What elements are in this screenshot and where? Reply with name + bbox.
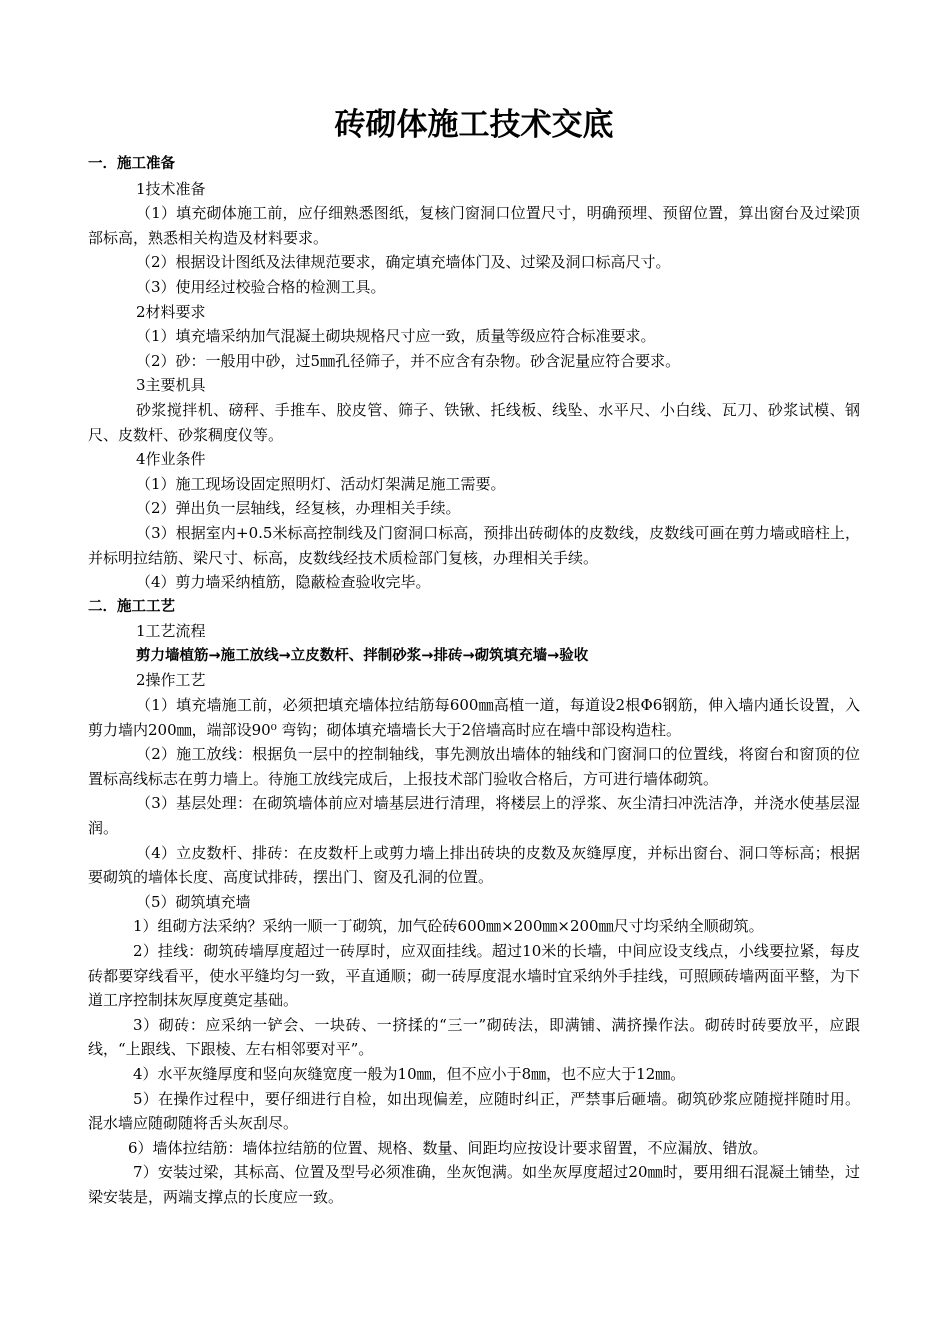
paragraph: （2）施工放线：根据负一层中的控制轴线，事先测放出墙体的轴线和门窗洞口的位置线，将窗台和窗顶的位置标高线标志在剪力墙上。待施工放线完成后，上报技术部门验收合格后，方可进行墙体砌筑。 — [88, 745, 860, 788]
paragraph: 砂浆搅拌机、磅秤、手推车、胶皮管、筛子、铁锹、托线板、线坠、水平尺、小白线、瓦刀、砂浆试模、钢尺、皮数杆、砂浆稠度仪等。 — [88, 400, 860, 444]
paragraph: （1）填充砌体施工前，应仔细熟悉图纸，复核门窗洞口位置尺寸，明确预埋、预留位置，算出窗台及过梁顶部标高，熟悉相关构造及材料要求。 — [88, 204, 860, 247]
process-flow: 剪力墙植筋→施工放线→立皮数杆、拌制砂浆→排砖→砌筑填充墙→验收 — [136, 647, 589, 664]
paragraph: （5）砌筑填充墙 — [136, 892, 251, 911]
paragraph: （2）根据设计图纸及法律规范要求，确定填充墙体门及、过梁及洞口标高尺寸。 — [136, 253, 671, 272]
subsection-heading: 3主要机具 — [136, 376, 206, 395]
paragraph: 4）水平灰缝厚度和竖向灰缝宽度一般为10㎜，但不应小于8㎜，也不应大于12㎜。 — [133, 1064, 686, 1083]
paragraph: 1）组砌方法采纳？采纳一顺一丁砌筑，加气砼砖600㎜×200㎜×200㎜尺寸均采纳全顺砌筑。 — [133, 917, 764, 936]
paragraph: （4）剪力墙采纳植筋，隐蔽检查验收完毕。 — [136, 573, 431, 592]
subsection-heading: 1技术准备 — [136, 179, 206, 198]
paragraph: （2）砂：一般用中砂，过5㎜孔径筛子，并不应含有杂物。砂含泥量应符合要求。 — [136, 351, 681, 370]
document-page — [88, 100, 860, 1210]
subsection-heading: 1工艺流程 — [136, 622, 206, 641]
section-heading: 一．施工准备 — [88, 156, 175, 172]
subsection-heading: 2操作工艺 — [136, 671, 206, 690]
paragraph: 2）挂线：砌筑砖墙厚度超过一砖厚时，应双面挂线。超过10米的长墙，中间应设支线点，小线要拉紧，每皮砖都要穿线看平，使水平缝均匀一致，平直通顺；砌一砖厚度混水墙时宜采纳外手挂线，可照顾砖墙两面平整，为下道工序控制抹灰厚度奠定基础。 — [88, 942, 860, 1010]
paragraph: （1）施工现场设固定照明灯、活动灯架满足施工需要。 — [136, 474, 506, 493]
paragraph: （4）立皮数杆、排砖：在皮数杆上或剪力墙上排出砖块的皮数及灰缝厚度，并标出窗台、洞口等标高；根据要砌筑的墙体长度、高度试排砖，摆出门、窗及孔洞的位置。 — [88, 843, 860, 887]
document-body — [88, 152, 860, 1210]
paragraph: 3）砌砖：应采纳一铲会、一块砖、一挤揉的“三一”砌砖法，即满铺、满挤操作法。砌砖时砖要放平，应跟线，“上跟线、下跟棱、左右相邻要对平”。 — [88, 1015, 860, 1059]
paragraph: 7）安装过梁，其标高、位置及型号必须准确，坐灰饱满。如坐灰厚度超过20㎜时，要用细石混凝土铺垫，过梁安装是，两端支撑点的长度应一致。 — [88, 1163, 860, 1206]
paragraph: 5）在操作过程中，要仔细进行自检，如出现偏差，应随时纠正，严禁事后砸墙。砌筑砂浆应随搅拌随时用。混水墙应随砌随将舌头灰刮尽。 — [88, 1089, 860, 1133]
subsection-heading: 4作业条件 — [136, 450, 206, 469]
paragraph: （3）基层处理：在砌筑墙体前应对墙基层进行清理，将楼层上的浮浆、灰尘清扫冲洗洁净，并浇水使基层湿润。 — [88, 794, 860, 838]
paragraph: （3）根据室内+0.5米标高控制线及门窗洞口标高，预排出砖砌体的皮数线，皮数线可画在剪力墙或暗柱上，并标明拉结筋、梁尺寸、标高，皮数线经技术质检部门复核，办理相关手续。 — [88, 523, 860, 567]
paragraph: （1）填充墙采纳加气混凝土砌块规格尺寸应一致，质量等级应符合标准要求。 — [136, 327, 656, 346]
section-heading: 二．施工工艺 — [88, 598, 175, 615]
paragraph: （2）弹出负一层轴线，经复核，办理相关手续。 — [136, 499, 461, 518]
paragraph: （1）填充墙施工前，必须把填充墙体拉结筋每600㎜高植一道，每道设2根Φ6钢筋，伸入墙内通长设置，入剪力墙内200㎜，端部设90⁰ 弯钩；砌体填充墙墙长大于2倍墙高时应在墙中部设构造柱。 — [88, 696, 860, 739]
subsection-heading: 2材料要求 — [136, 302, 206, 321]
document-title: 砖砌体施工技术交底 — [334, 107, 614, 143]
paragraph: 6）墙体拉结筋：墙体拉结筋的位置、规格、数量、间距均应按设计要求留置，不应漏放、错放。 — [128, 1138, 768, 1157]
paragraph: （3）使用经过校验合格的检测工具。 — [136, 277, 386, 296]
